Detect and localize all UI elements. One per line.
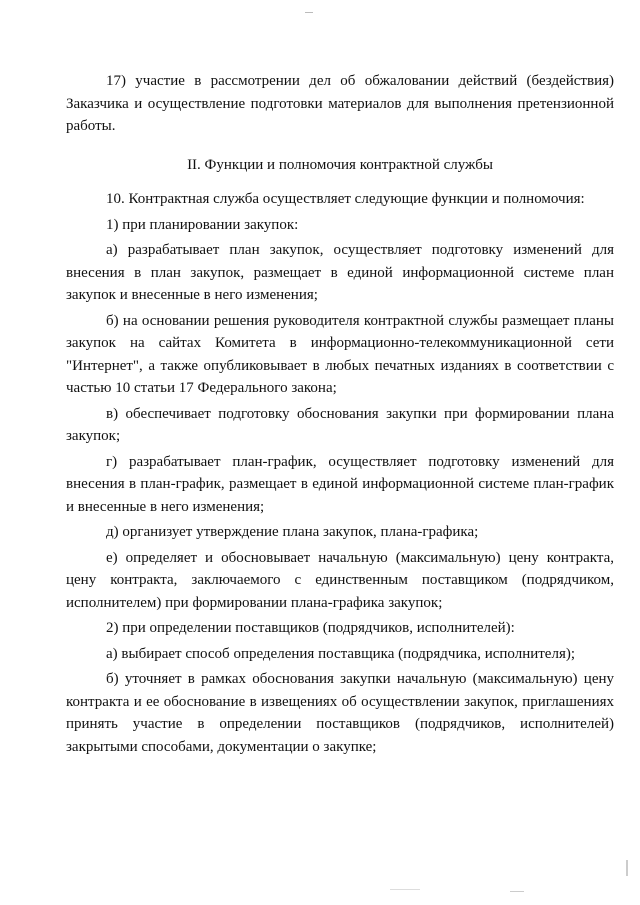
scan-mark-bottom-left: [390, 889, 420, 890]
paragraph-planning-d: д) организует утверждение плана закупок, плана-графика;: [106, 524, 479, 540]
paragraph-supplier-a: а) выбирает способ определения поставщика (подрядчика, исполнителя);: [106, 645, 576, 662]
paragraph-planning-g: г) разрабатывает план-график, осуществляет подготовку изменений для внесения в план-график, размещает в единой информационной системе план-график и внесенные в него изменения;: [66, 453, 614, 515]
scan-mark-bottom-right: [510, 891, 524, 892]
paragraph-planning-v: в) обеспечивает подготовку обоснования закупки при формировании плана закупок;: [66, 405, 614, 444]
paragraph-supplier: 2) при определении поставщиков (подрядчиков, исполнителей):: [106, 620, 515, 636]
paragraph-planning-e: е) определяет и обосновывает начальную (максимальную) цену контракта, цену контракта, заключаемого с единственным поставщиком (подрядчиком, исполнителем) при формировании плана-графика закупок;: [66, 549, 614, 611]
paragraph-planning-a: а) разрабатывает план закупок, осуществляет подготовку изменений для внесения в план закупок, размещает в единой информационной системе план закупок и внесенные в него изменения;: [66, 242, 614, 303]
paragraph-supplier-b: б) уточняет в рамках обоснования закупки начальную (максимальную) цену контракта и ее обоснование в извещениях об осуществлении закупок, приглашениях принять участие в определении поставщиков (подрядчиков, исполнителей) закрытыми способами, документации о закупке;: [66, 671, 614, 755]
paragraph-planning-b: б) на основании решения руководителя контрактной службы размещает планы закупок на сайтах Комитета в информационно-телекоммуникационной сети "Интернет", а также опубликовывает в любых печатных изданиях в соответствии с частью 10 статьи 17 Федерального закона;: [66, 312, 614, 396]
paragraph-item-17: 17) участие в рассмотрении дел об обжаловании действий (бездействия) Заказчика и осуществление подготовки материалов для выполнения претензионной работы.: [66, 73, 614, 134]
document-body: [66, 70, 614, 758]
paragraph-planning: 1) при планировании закупок:: [106, 216, 299, 233]
scan-mark-corner: [626, 860, 628, 876]
section-heading: II. Функции и полномочия контрактной службы: [187, 156, 493, 173]
scan-mark-top: [305, 12, 313, 13]
paragraph-item-10: 10. Контрактная служба осуществляет следующие функции и полномочия:: [106, 191, 585, 207]
